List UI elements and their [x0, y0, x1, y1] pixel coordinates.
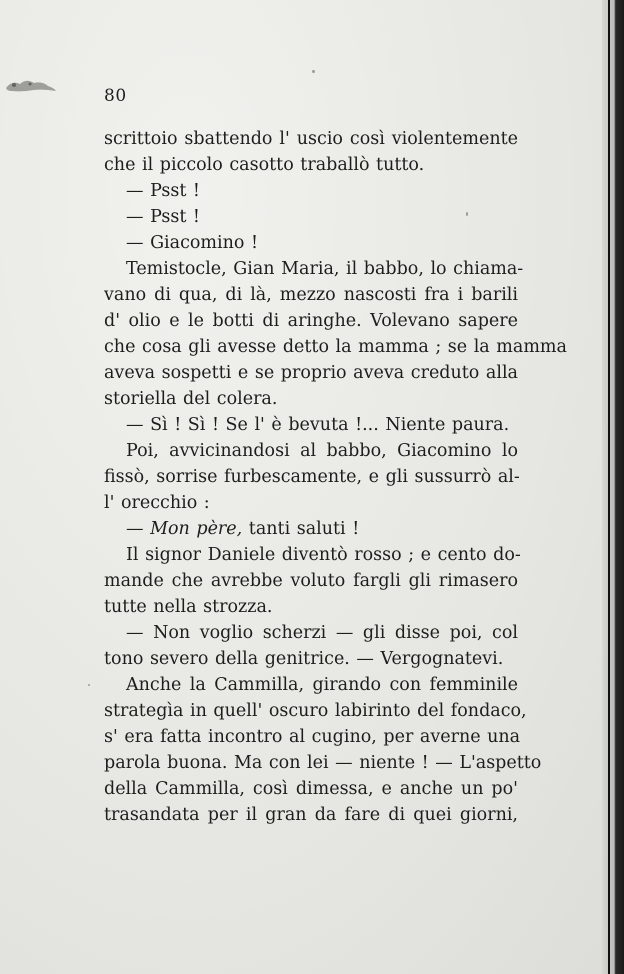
text-line: — Non voglio scherzi — gli disse poi, col	[126, 623, 518, 643]
text-line: tono severo della genitrice. — Vergognatevi.	[104, 649, 504, 669]
text-line: aveva sospetti e se proprio aveva creduto alla	[104, 363, 518, 383]
text-line: Temistocle, Gian Maria, il babbo, lo chiama-	[126, 259, 524, 279]
page-edge-line	[608, 0, 610, 974]
text-line: d' olio e le botti di aringhe. Volevano sapere	[104, 311, 518, 331]
text-line: della Cammilla, così dimessa, e anche un po'	[104, 779, 518, 799]
text-line: strategìa in quell' oscuro labirinto del fondaco,	[104, 701, 527, 721]
text-line: Poi, avvicinandosi al babbo, Giacomino lo	[126, 441, 518, 461]
text-line: che il piccolo casotto traballò tutto.	[104, 155, 425, 175]
text-line: tutte nella strozza.	[104, 597, 273, 617]
text-line: s' era fatta incontro al cugino, per averne una	[104, 727, 521, 747]
text-line: mande che avrebbe voluto fargli gli rimasero	[104, 571, 518, 591]
paper-speck	[88, 684, 90, 686]
page-number: 80	[104, 86, 127, 106]
italic-dialog-line	[104, 516, 518, 542]
text-line: vano di qua, di là, mezzo nascosti fra i barili	[104, 285, 518, 305]
text-line: l' orecchio :	[104, 493, 210, 513]
text-line: storiella del colera.	[104, 389, 278, 409]
ink-blot	[4, 76, 58, 94]
text-line: — Giacomino !	[126, 233, 259, 253]
text-line: trasandata per il gran da fare di quei giorni,	[104, 805, 518, 825]
dialog-dash: —	[126, 519, 144, 539]
text-line: Il signor Daniele diventò rosso ; e cento do-	[126, 545, 521, 565]
text-line: — Sì ! Sì ! Se l' è bevuta !... Niente paura.	[126, 415, 510, 435]
page-edge-shadow	[602, 0, 624, 974]
text-line: Anche la Cammilla, girando con femminile	[126, 675, 518, 695]
dialog-rest: tanti saluti !	[248, 519, 360, 539]
text-line: fissò, sorrise furbescamente, e gli sussurrò al-	[104, 467, 520, 487]
text-line: — Psst !	[126, 207, 200, 227]
page-body	[104, 126, 567, 828]
text-line: scrittoio sbattendo l' uscio così violentemente	[104, 129, 518, 149]
text-line: — Psst !	[126, 181, 200, 201]
text-line: che cosa gli avesse detto la mamma ; se la mamma	[104, 337, 567, 357]
paper-speck	[312, 70, 315, 73]
text-line: parola buona. Ma con lei — niente ! — L'aspetto	[104, 753, 542, 773]
italic-phrase: Mon père,	[150, 519, 243, 539]
